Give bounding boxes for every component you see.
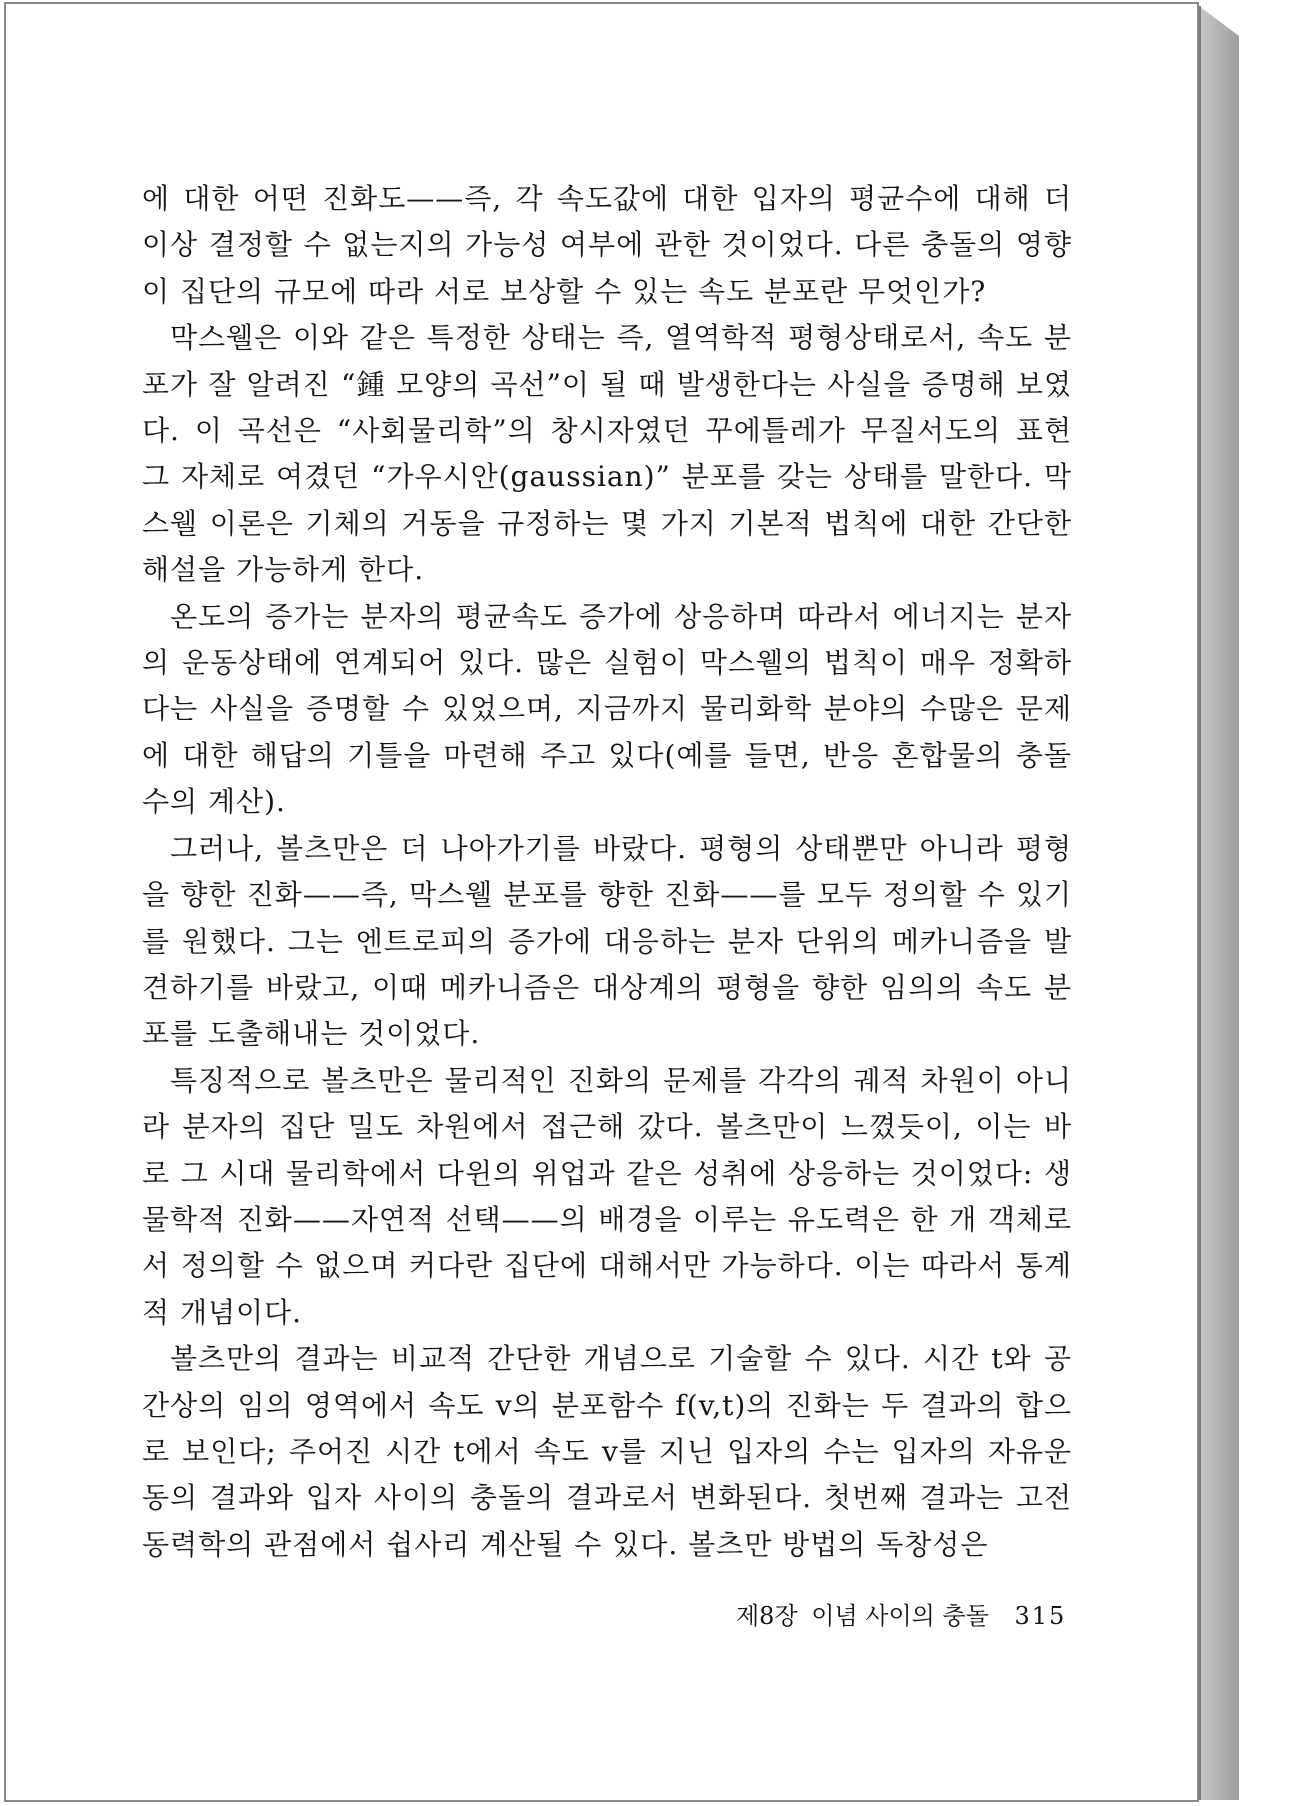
paragraph-1: 에 대한 어떤 진화도——즉, 각 속도값에 대한 입자의 평균수에 대해 더 이상 결정할 수 없는지의 가능성 여부에 관한 것이었다. 다른 충돌의 영향이 집단의 규모에 따라 서로 보상할 수 있는 속도 분포란 무엇인가?	[142, 182, 1072, 308]
paragraph-3: 온도의 증가는 분자의 평균속도 증가에 상응하며 따라서 에너지는 분자의 운동상태에 연계되어 있다. 많은 실험이 막스웰의 법칙이 매우 정확하다는 사실을 증명할 수 있었으며, 지금까지 물리화학 분야의 수많은 문제에 대한 해답의 기틀을 마련해 주고 있다(예를 들면, 반응 혼합물의 충돌수의 계산).	[142, 599, 1072, 819]
page-footer	[730, 1596, 1067, 1631]
page-number: 315	[1014, 1602, 1067, 1630]
paragraph-2: 막스웰은 이와 같은 특정한 상태는 즉, 열역학적 평형상태로서, 속도 분포가 잘 알려진 “鍾 모양의 곡선”이 될 때 발생한다는 사실을 증명해 보였다. 이 곡선은 “사회물리학”의 창시자였던 꾸에틀레가 무질서도의 표현 그 자체로 여겼던 “가우시안(gaussian)” 분포를 갖는 상태를 말한다. 막스웰 이론은 기체의 거동을 규정하는 몇 가지 기본적 법칙에 대한 간단한 해설을 가능하게 한다.	[142, 321, 1072, 587]
paragraph-4: 그러나, 볼츠만은 더 나아가기를 바랐다. 평형의 상태뿐만 아니라 평형을 향한 진화——즉, 막스웰 분포를 향한 진화——를 모두 정의할 수 있기를 원했다. 그는 엔트로피의 증가에 대응하는 분자 단위의 메카니즘을 발견하기를 바랐고, 이때 메카니즘은 대상계의 평형을 향한 임의의 속도 분포를 도출해내는 것이었다.	[142, 831, 1072, 1051]
page-stack-edge	[1199, 6, 1239, 1800]
paragraph-5: 특징적으로 볼츠만은 물리적인 진화의 문제를 각각의 궤적 차원이 아니라 분자의 집단 밀도 차원에서 접근해 갔다. 볼츠만이 느꼈듯이, 이는 바로 그 시대 물리학에서 다윈의 위업과 같은 성취에 상응하는 것이었다: 생물학적 진화——자연적 선택——의 배경을 이루는 유도력은 한 개 객체로서 정의할 수 없으며 커다란 집단에 대해서만 가능하다. 이는 따라서 통계적 개념이다.	[142, 1063, 1072, 1329]
page-edge-line	[1199, 6, 1201, 1800]
chapter-label: 제8장	[736, 1602, 798, 1630]
paragraph-6: 볼츠만의 결과는 비교적 간단한 개념으로 기술할 수 있다. 시간 t와 공간상의 임의 영역에서 속도 v의 분포함수 f(v,t)의 진화는 두 결과의 합으로 보인다; 주어진 시간 t에서 속도 v를 지닌 입자의 수는 입자의 자유운동의 결과와 입자 사이의 충돌의 결과로서 변화된다. 첫번째 결과는 고전 동력학의 관점에서 쉽사리 계산될 수 있다. 볼츠만 방법의 독창성은	[142, 1342, 1072, 1561]
chapter-title: 이념 사이의 충돌	[811, 1602, 989, 1630]
body-text	[142, 176, 1072, 1568]
